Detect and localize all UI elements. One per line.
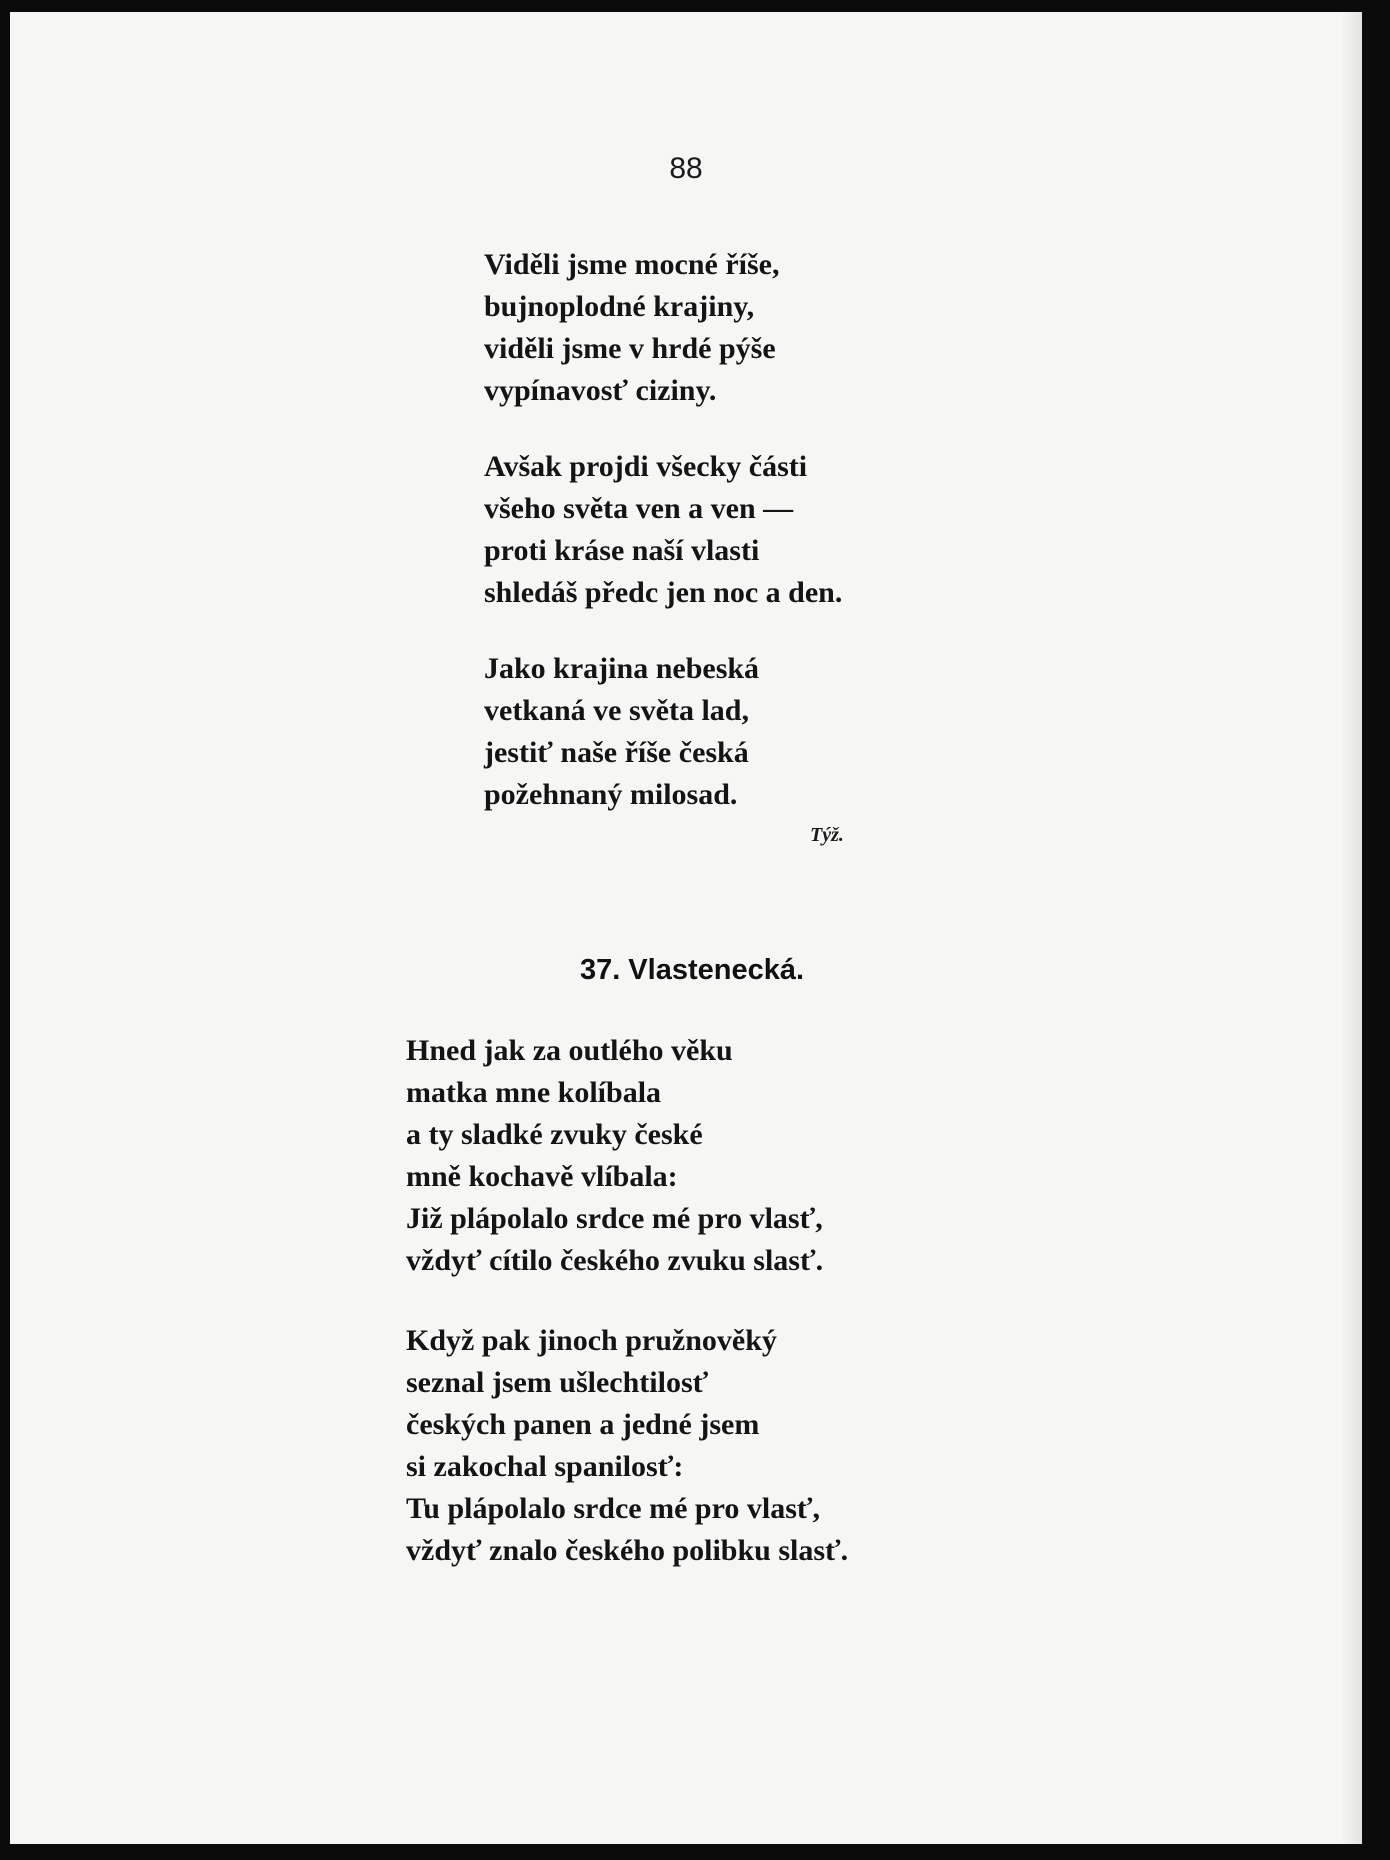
poem-attribution: Týž. bbox=[810, 824, 844, 846]
poem-line: Avšak projdi všecky části bbox=[484, 450, 808, 483]
poem-line: si zakochal spanilosť: bbox=[406, 1450, 684, 1483]
poem-line: seznal jsem ušlechtilosť bbox=[406, 1366, 709, 1399]
section-title: 37. Vlastenecká. bbox=[579, 954, 805, 986]
poem-line: mně kochavě vlíbala: bbox=[406, 1160, 678, 1193]
lower-stanza-1 bbox=[406, 1030, 848, 1282]
upper-stanza-2 bbox=[484, 446, 842, 614]
poem-line: vždyť cítilo českého zvuku slasť. bbox=[406, 1244, 824, 1277]
page-number: 88 bbox=[669, 152, 703, 185]
poem-line: matka mne kolíbala bbox=[406, 1076, 662, 1109]
poem-line: vetkaná ve světa lad, bbox=[484, 694, 749, 727]
lower-poem bbox=[406, 1030, 848, 1610]
upper-stanza-3 bbox=[484, 648, 842, 816]
poem-line: Tu plápolalo srdce mé pro vlasť, bbox=[406, 1492, 821, 1525]
poem-line: českých panen a jedné jsem bbox=[406, 1408, 760, 1441]
upper-stanza-1 bbox=[484, 244, 842, 412]
poem-line: vypínavosť ciziny. bbox=[484, 374, 717, 407]
poem-line: všeho světa ven a ven — bbox=[484, 492, 794, 525]
poem-line: Viděli jsme mocné říše, bbox=[484, 248, 780, 281]
poem-line: viděli jsme v hrdé pýše bbox=[484, 332, 776, 365]
poem-line: a ty sladké zvuky české bbox=[406, 1118, 703, 1151]
upper-poem bbox=[484, 244, 842, 850]
poem-line: jestiť naše říše česká bbox=[484, 736, 749, 769]
poem-line: vždyť znalo českého polibku slasť. bbox=[406, 1534, 849, 1567]
poem-line: proti kráse naší vlasti bbox=[484, 534, 760, 567]
poem-line: Již plápolalo srdce mé pro vlasť, bbox=[406, 1202, 823, 1235]
page-edge-shadow bbox=[1340, 12, 1362, 1844]
poem-line: shledáš předc jen noc a den. bbox=[484, 576, 843, 609]
lower-stanza-2 bbox=[406, 1320, 848, 1572]
poem-line: Jako krajina nebeská bbox=[484, 652, 760, 685]
poem-line: Hned jak za outlého věku bbox=[406, 1034, 733, 1067]
poem-line: bujnoplodné krajiny, bbox=[484, 290, 755, 323]
poem-line: Když pak jinoch pružnověký bbox=[406, 1324, 777, 1357]
poem-line: požehnaný milosad. bbox=[484, 778, 738, 811]
book-page bbox=[10, 12, 1362, 1844]
